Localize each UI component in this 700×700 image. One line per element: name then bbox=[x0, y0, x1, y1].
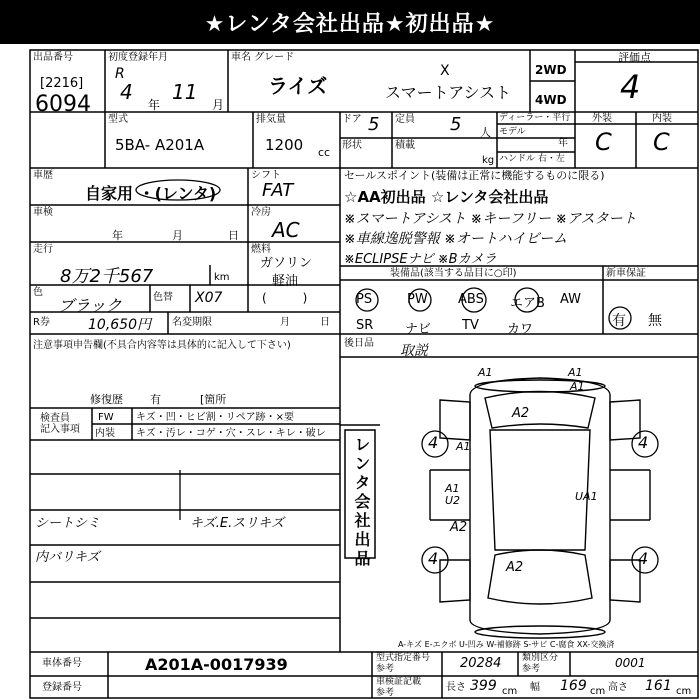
car-name: ライズ bbox=[268, 74, 328, 98]
height-unit: cm bbox=[676, 686, 692, 697]
header-title: ★レンタ会社出品★初出品★ bbox=[0, 0, 700, 44]
displacement-label: 排気量 bbox=[256, 114, 286, 125]
shift-label: シフト bbox=[251, 170, 281, 181]
tire-rl: 4 bbox=[428, 549, 439, 568]
width-unit: cm bbox=[590, 686, 606, 697]
lot-label: 出品番号 bbox=[33, 52, 73, 63]
mark-5: A1 bbox=[570, 380, 585, 393]
color-change-label: 色替 bbox=[153, 292, 173, 303]
reg-month: 11 bbox=[172, 80, 198, 104]
warranty-no: 無 bbox=[648, 313, 662, 329]
mileage-value: 8万2千567 bbox=[60, 266, 154, 287]
reg-month-unit: 月 bbox=[212, 98, 225, 112]
inspection-day: 日 bbox=[228, 229, 239, 242]
lot-number: 6094 bbox=[35, 92, 91, 117]
reg-year: 4 bbox=[120, 80, 133, 104]
height-label: 高さ bbox=[608, 682, 628, 693]
doors-label: ドア bbox=[342, 114, 362, 125]
note-trim-scratch: 内バリキズ bbox=[35, 550, 100, 565]
mark-4: A1 bbox=[456, 440, 471, 453]
ext-grade: C bbox=[595, 128, 612, 156]
capacity-unit: 人 bbox=[480, 126, 491, 139]
wd4: 4WD bbox=[535, 93, 567, 107]
shift-value: FAT bbox=[262, 180, 294, 201]
model-cert-label: 型式指定番号 参考 bbox=[376, 653, 431, 674]
mark-3: A2 bbox=[512, 406, 530, 421]
inspection-year: 年 bbox=[112, 229, 123, 242]
type-label: 型式 bbox=[108, 114, 128, 125]
width-label: 幅 bbox=[530, 682, 540, 693]
title-label: 名変期限 bbox=[172, 317, 212, 328]
mark-10: A2 bbox=[506, 560, 524, 575]
after-label: 後日品 bbox=[344, 338, 374, 349]
score-value: 4 bbox=[620, 68, 641, 106]
length-unit: cm bbox=[502, 686, 518, 697]
sales-label: セールスポイント(装備は正常に機能するものに限る) bbox=[344, 169, 605, 182]
fuel-diesel: 軽油 bbox=[272, 274, 299, 289]
sales-line-2: ※スマートアシスト ※キーフリー ※アスタート bbox=[344, 211, 637, 227]
height-value: 161 bbox=[645, 678, 672, 694]
history-label: 車歴 bbox=[33, 170, 53, 181]
equip-aw: AW bbox=[560, 292, 582, 307]
equip-leather: カワ bbox=[507, 322, 534, 337]
chassis-value: A201A-0017939 bbox=[145, 655, 288, 674]
cert-label: 車検証記載 参考 bbox=[376, 677, 422, 698]
rental-stamp: レンタ会社出品 bbox=[352, 436, 371, 569]
chassis-label: 車体番号 bbox=[42, 658, 82, 669]
model-unit: 年 bbox=[558, 138, 568, 149]
mark-7: A2 bbox=[450, 520, 468, 535]
equip-abs: ABS bbox=[458, 292, 484, 307]
equip-pw: PW bbox=[407, 292, 428, 307]
car-label: 車名 グレード bbox=[231, 52, 295, 63]
length-label: 長さ bbox=[446, 682, 466, 693]
repair-yes: 有 bbox=[150, 393, 161, 406]
grade: スマートアシスト bbox=[385, 83, 512, 102]
history-value: 自家用 ・(レンタ) bbox=[85, 184, 217, 203]
note-seat-stain: シートシミ bbox=[35, 516, 101, 531]
inspection-label: 車検 bbox=[33, 207, 53, 218]
inspector-label: 検査員 記入事項 bbox=[40, 413, 80, 435]
sales-line-1: ☆AA初出品 ☆レンタ会社出品 bbox=[344, 188, 549, 206]
title-month: 月 bbox=[280, 317, 290, 328]
handle-label: ハンドル 右・左 bbox=[499, 154, 565, 164]
shape-label: 形状 bbox=[342, 140, 362, 151]
ac-label: 冷房 bbox=[251, 207, 271, 218]
reg-era: R bbox=[115, 66, 125, 82]
equipment-label: 装備品(該当する品目に○印) bbox=[390, 268, 517, 279]
repair-label: 修復歴 bbox=[90, 393, 123, 406]
equip-airbag: エアB bbox=[510, 296, 545, 311]
fw-text: キズ・凹・ヒビ割・リペア跡・×要 bbox=[136, 412, 294, 423]
recycle-value: 10,650円 bbox=[88, 317, 151, 333]
reg-year-unit: 年 bbox=[148, 98, 161, 112]
sales-line-4: ※ECLIPSEナビ ※Bカメラ bbox=[344, 252, 497, 267]
length-value: 399 bbox=[470, 678, 497, 694]
interior-label: 内装 bbox=[95, 428, 115, 439]
diagram-legend: A-キズ E-エクボ U-凹み W-補修跡 S-サビ C-腐食 XX-交換済 bbox=[398, 640, 615, 649]
capacity-label: 定員 bbox=[395, 114, 415, 125]
color-label: 色 bbox=[33, 287, 43, 298]
score-label: 評価点 bbox=[618, 51, 651, 64]
dealer-label: ディーラー・平行 bbox=[499, 113, 571, 123]
note-scratch: キズ.E.スリキズ bbox=[190, 516, 284, 531]
equip-sr: SR bbox=[356, 318, 374, 333]
color-value: ブラック bbox=[58, 296, 122, 315]
mark-1: A1 bbox=[478, 366, 493, 379]
category-value: 0001 bbox=[615, 656, 646, 670]
repair-bracket: [箇所 bbox=[200, 393, 227, 406]
int-label: 内装 bbox=[652, 113, 672, 124]
width-value: 169 bbox=[560, 678, 587, 694]
fuel-label: 燃料 bbox=[251, 244, 271, 255]
ac-value: AC bbox=[272, 218, 300, 242]
mileage-unit: km bbox=[214, 272, 230, 283]
regno-label: 登録番号 bbox=[42, 682, 82, 693]
fuel-paren: ( ) bbox=[262, 291, 308, 305]
capacity-value: 5 bbox=[450, 114, 462, 135]
model-label: モデル bbox=[499, 127, 526, 137]
wd2: 2WD bbox=[535, 63, 567, 77]
after-value: 取説 bbox=[400, 343, 428, 359]
tire-fl: 4 bbox=[428, 433, 439, 452]
category-label: 類別区分 参考 bbox=[522, 653, 559, 674]
load-unit: kg bbox=[482, 155, 495, 166]
displacement-value: 1200 bbox=[265, 136, 304, 154]
mark-9: A1 bbox=[445, 482, 460, 495]
color-change-value: X07 bbox=[195, 290, 223, 306]
mark-6: U2 bbox=[445, 494, 461, 507]
sales-line-3: ※車線逸脱警報 ※オートハイビーム bbox=[344, 231, 568, 247]
car-diagram bbox=[430, 378, 650, 638]
grade-top: X bbox=[440, 63, 450, 79]
fuel-gas: ガソリン bbox=[260, 256, 313, 271]
mileage-label: 走行 bbox=[33, 244, 53, 255]
tire-fr: 4 bbox=[638, 433, 649, 452]
displacement-unit: cc bbox=[318, 146, 331, 159]
inspection-month: 月 bbox=[172, 229, 183, 242]
warranty-label: 新車保証 bbox=[606, 268, 646, 279]
type-value: 5BA- A201A bbox=[115, 136, 205, 154]
lot-code: [2216] bbox=[40, 76, 84, 91]
reg-label: 初度登録年月 bbox=[108, 52, 168, 63]
load-label: 積載 bbox=[395, 140, 415, 151]
warranty-yes: 有 bbox=[612, 313, 626, 329]
doors-value: 5 bbox=[368, 114, 380, 135]
interior-text: キズ・汚レ・コゲ・穴・スレ・キレ・破レ bbox=[136, 428, 326, 439]
ext-label: 外装 bbox=[592, 113, 612, 124]
mark-2: A1 bbox=[568, 366, 583, 379]
mark-8: UA1 bbox=[575, 490, 598, 503]
fw-label: FW bbox=[98, 412, 114, 423]
model-cert-value: 20284 bbox=[460, 656, 502, 671]
notes-label: 注意事項申告欄(不具合内容等は具体的に記入して下さい) bbox=[33, 340, 291, 351]
equip-tv: TV bbox=[462, 318, 479, 333]
title-day: 日 bbox=[320, 317, 330, 328]
int-grade: C bbox=[653, 128, 670, 156]
tire-rr: 4 bbox=[638, 549, 649, 568]
equip-ps: PS bbox=[356, 292, 373, 307]
equip-navi: ナビ bbox=[405, 322, 432, 337]
recycle-label: R券 bbox=[33, 317, 50, 328]
